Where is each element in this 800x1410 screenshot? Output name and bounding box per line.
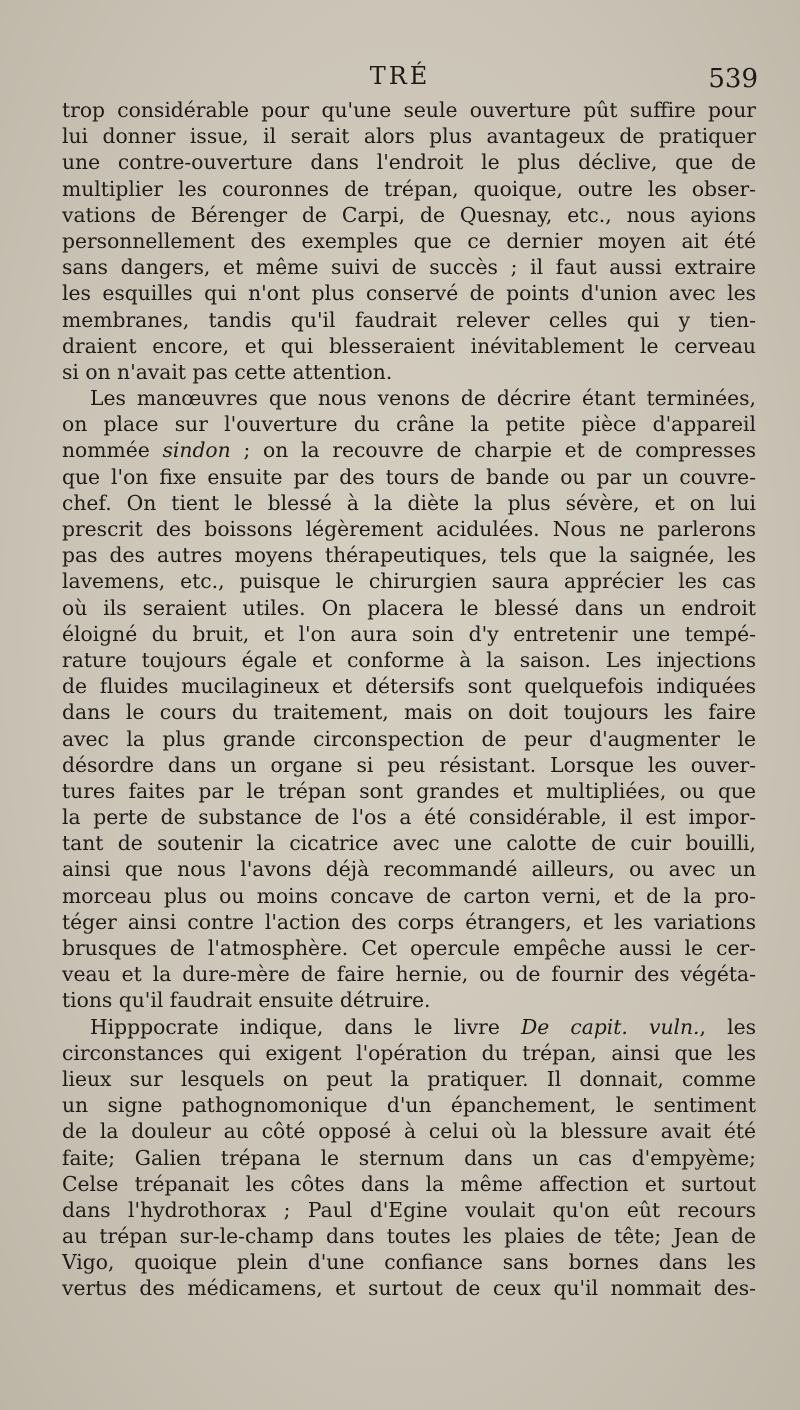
text-line: ainsi que nous l'avons déjà recommandé ailleurs, ou avec un (62, 857, 756, 882)
text-line: morceau plus ou moins concave de carton verni, et de la pro- (62, 883, 756, 908)
text-line: tures faites par le trépan sont grandes et multipliées, ou que (62, 778, 756, 803)
text-line: rature toujours égale et conforme à la saison. Les injections (62, 647, 756, 672)
text-line: Hipppocrate indique, dans le livre De capit. vuln., les (90, 1014, 756, 1039)
text-line: sans dangers, et même suivi de succès ; il faut aussi extraire (62, 255, 756, 280)
text-line: éloigné du bruit, et l'on aura soin d'y entretenir une tempé- (62, 621, 756, 646)
text-line: la perte de substance de l'os a été considérable, il est impor- (62, 805, 756, 830)
text-line: dans le cours du traitement, mais on doit toujours les faire (62, 700, 756, 725)
text-line: multiplier les couronnes de trépan, quoique, outre les obser- (62, 176, 756, 201)
text-line: dans l'hydrothorax ; Paul d'Egine voulait qu'on eût recours (62, 1197, 756, 1222)
text-line: vertus des médicamens, et surtout de ceux qu'il nommait des- (62, 1276, 756, 1301)
text-line: où ils seraient utiles. On placera le blessé dans un endroit (62, 595, 756, 620)
text-line: nommée sindon ; on la recouvre de charpie et de compresses (62, 438, 756, 463)
text-line: une contre-ouverture dans l'endroit le plus déclive, que de (62, 150, 756, 175)
italic-term: sindon (162, 438, 231, 463)
text-line: si on n'avait pas cette attention. (62, 359, 393, 384)
text-line: trop considérable pour qu'une seule ouverture pût suffire pour (62, 98, 756, 122)
text-line: lieux sur lesquels on peut la pratiquer. Il donnait, comme (62, 1066, 756, 1091)
running-head: TRÉ (369, 62, 431, 90)
text-line: lavemens, etc., puisque le chirurgien saura apprécier les cas (62, 569, 756, 594)
body-text (62, 97, 756, 1302)
text-line: vations de Bérenger de Carpi, de Quesnay, etc., nous ayions (62, 202, 756, 227)
text-line: pas des autres moyens thérapeutiques, tels que la saignée, les (62, 543, 756, 568)
text-line: circonstances qui exigent l'opération du trépan, ainsi que les (62, 1040, 756, 1065)
text-line: avec la plus grande circonspection de peur d'augmenter le (62, 726, 756, 751)
text-line: personnellement des exemples que ce dernier moyen ait été (62, 228, 756, 253)
page-number: 539 (708, 64, 758, 94)
text-line: tions qu'il faudrait ensuite détruire. (62, 988, 431, 1013)
text-line: que l'on fixe ensuite par des tours de bande ou par un couvre- (62, 464, 756, 489)
italic-term: De capit. vuln. (520, 1014, 700, 1039)
text-line: un signe pathognomonique d'un épanchement, le sentiment (62, 1093, 756, 1118)
page-header (0, 62, 800, 102)
text-line: faite; Galien trépana le sternum dans un cas d'empyème; (62, 1145, 756, 1170)
text-line: les esquilles qui n'ont plus conservé de points d'union avec les (62, 281, 756, 306)
text-line: au trépan sur-le-champ dans toutes les plaies de tête; Jean de (62, 1224, 756, 1249)
text-line: veau et la dure-mère de faire hernie, ou de fournir des végéta- (62, 962, 756, 987)
text-line: Celse trépanait les côtes dans la même affection et surtout (62, 1171, 756, 1196)
text-line: téger ainsi contre l'action des corps étrangers, et les variations (62, 909, 756, 934)
text-line: Les manœuvres que nous venons de décrire étant terminées, (90, 386, 756, 411)
text-line: désordre dans un organe si peu résistant. Lorsque les ouver- (62, 752, 756, 777)
text-line: membranes, tandis qu'il faudrait relever celles qui y tien- (62, 307, 756, 332)
text-line: lui donner issue, il serait alors plus avantageux de pratiquer (62, 124, 756, 149)
text-line: chef. On tient le blessé à la diète la plus sévère, et on lui (62, 490, 756, 515)
text-line: de fluides mucilagineux et détersifs sont quelquefois indiquées (62, 674, 756, 699)
text-line: brusques de l'atmosphère. Cet opercule empêche aussi le cer- (62, 936, 756, 960)
text-line: Vigo, quoique plein d'une confiance sans bornes dans les (62, 1250, 756, 1275)
text-line: on place sur l'ouverture du crâne la petite pièce d'appareil (62, 412, 756, 437)
text-line: prescrit des boissons légèrement acidulées. Nous ne parlerons (62, 517, 756, 541)
text-line: de la douleur au côté opposé à celui où la blessure avait été (62, 1119, 756, 1144)
text-line: draient encore, et qui blesseraient inévitablement le cerveau (62, 333, 756, 358)
text-line: tant de soutenir la cicatrice avec une calotte de cuir bouilli, (62, 831, 756, 856)
